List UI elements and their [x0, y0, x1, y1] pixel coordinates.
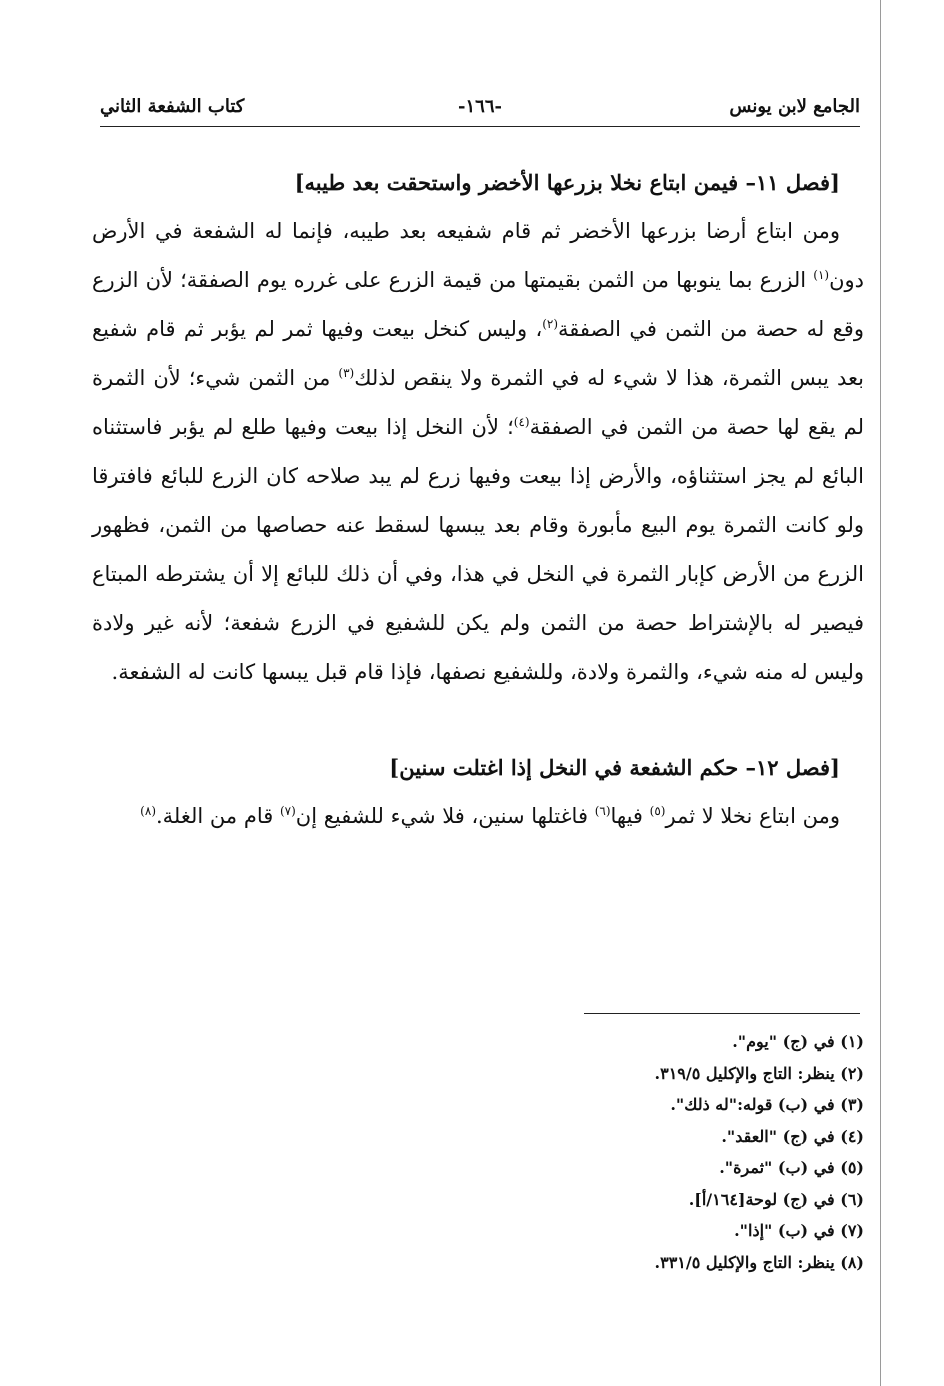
footnote-item: (٧) في (ب) "إذا". — [734, 1221, 864, 1240]
text-run: من الثمن شيء؛ لأن الثمرة لم يقع لها حصة من الثمن في الصفقة — [92, 366, 864, 439]
section-11-paragraph — [92, 207, 864, 697]
text-run: ، وليس كنخل بيعت وفيها ثمر لم يؤبر ثم قام شفيع بعد يبس الثمرة، هذا لا شيء له في الثمرة ولا ينقص لذلك — [92, 317, 864, 390]
footnote-ref-2: (٢) — [542, 317, 559, 331]
footnote-ref-7: (٧) — [279, 804, 296, 818]
header-chapter-title: كتاب الشفعة الثاني — [100, 96, 245, 117]
section-gap — [92, 697, 864, 743]
footnote-item: (٥) في (ب) "ثمرة". — [719, 1158, 864, 1177]
text-run: فاغتلها سنين، فلا شيء للشفيع إن — [295, 804, 595, 828]
text-run: قام من الغلة. — [156, 804, 280, 828]
main-text — [92, 158, 864, 841]
section-12-heading: [فصل ١٢– حكم الشفعة في النخل إذا اغتلت سنين] — [389, 755, 840, 780]
text-run: ؛ لأن النخل إذا بيعت وفيها طلع لم يؤبر فاستثناه البائع لم يجز استثناؤه، والأرض إذا بيعت وفيها زرع لم يبد صلاحه كان الزرع للبائع فافترقا ولو كانت الثمرة يوم البيع مأبورة وقام بعد يبسها لسقط عنه حصاصها من الثمن، فظهور الزرع من الأرض كإبار الثمرة في النخل في هذا، وفي أن ذلك للبائع إلا أن يشترطه المبتاع فيصير له بالإشتراط حصة من الثمن ولم يكن للشفيع في الزرع شفعة؛ لأنه غير ولادة وليس له منه شيء، والثمرة ولادة، وللشفيع نصفها، فإذا قام قبل يبسها كانت له الشفعة. — [92, 415, 864, 684]
text-run: فيها — [610, 804, 650, 828]
page-number: -١٦٦- — [458, 96, 502, 117]
footnotes — [420, 1026, 864, 1278]
footnote-item: (٢) ينظر: التاج والإكليل ٣١٩/٥. — [654, 1063, 864, 1083]
footnote-ref-8: (٨) — [140, 804, 156, 818]
footnote-item: (٦) في (ج) لوحة[١٦٤/أ]. — [688, 1189, 864, 1209]
footnote-ref-6: (٦) — [594, 804, 611, 818]
footnote-item: (٣) في (ب) قوله:"له ذلك". — [670, 1095, 864, 1114]
footnote-ref-1: (١) — [813, 268, 830, 282]
section-11-heading: [فصل ١١– فيمن ابتاع نخلا بزرعها الأخضر واستحقت بعد طيبه] — [294, 170, 840, 195]
text-run: ومن ابتاع نخلا لا ثمر — [665, 804, 840, 828]
footnote-rule — [584, 1013, 860, 1014]
header-rule — [100, 126, 860, 127]
footnote-item: (١) في (ج) "يوم". — [732, 1032, 864, 1051]
text-run: ومن ابتاع أرضا بزرعها الأخضر ثم قام شفيعه بعد طيبه، فإنما له الشفعة في الأرض دون — [92, 219, 864, 292]
page-edge-line — [880, 0, 881, 1386]
header-book-title: الجامع لابن يونس — [729, 96, 860, 117]
footnote-item: (٤) في (ج) "العقد". — [721, 1126, 864, 1146]
section-12-paragraph — [92, 792, 864, 841]
footnote-ref-4: (٤) — [513, 415, 530, 429]
running-header — [100, 92, 860, 128]
footnote-ref-5: (٥) — [649, 804, 666, 818]
footnote-item: (٨) ينظر: التاج والإكليل ٣٣١/٥. — [654, 1252, 864, 1272]
footnote-ref-3: (٣) — [338, 366, 355, 380]
text-run: الزرع بما ينوبها من الثمن بقيمتها من قيمة الزرع على غرره يوم الصفقة؛ لأن الزرع وقع له حصة من الثمن في الصفقة — [92, 268, 864, 341]
